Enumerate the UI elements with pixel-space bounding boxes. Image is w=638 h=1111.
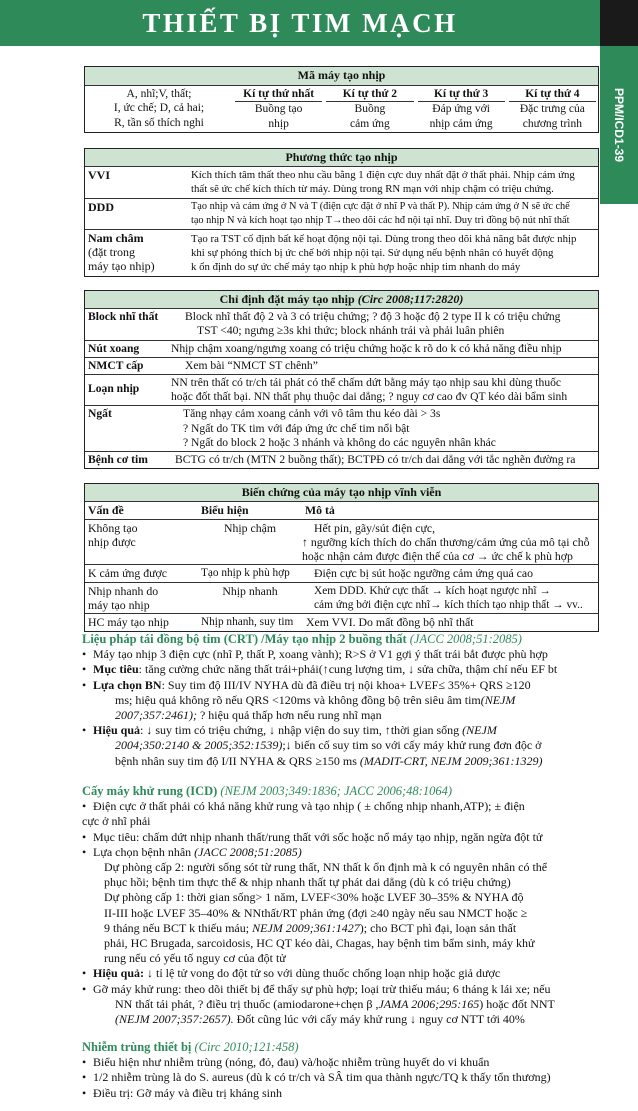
column-text: Buồng tạo xyxy=(254,103,303,115)
bullet-text: Máy tạo nhịp 3 điện cực (nhĩ P, thất P, xoang vành); R>S ở V1 gợi ý thất trái bắt được phù hợp xyxy=(93,647,548,662)
row-text: Nhịp chậm xoang/ngưng xoang có triệu chứng hoặc k rõ do k có khả năng điều nhịp xyxy=(171,341,562,355)
side-tab xyxy=(600,46,638,204)
row-text: Tạo nhịp và cảm ứng ở N và T (điện cực đặt ở nhĩ P và thất P). Nhịp cảm ứng ở N sẽ ức chế xyxy=(191,200,570,212)
row-label: Nút xoang xyxy=(88,341,140,355)
desc-text: Hết pin, gãy/sút điện cực, xyxy=(314,520,436,535)
bullet-text: Mục tiêu: chấm dứt nhịp nhanh thất/rung thất với sốc hoặc nổ máy tạo nhịp, ngăn ngừa đột tử xyxy=(93,829,543,844)
bullet-cite: (MADIT-CRT, NEJM 2009;361:1329) xyxy=(359,753,543,768)
row-text: Block nhĩ thất độ 2 và 3 có triệu chứng; ? độ 3 hoặc độ 2 type II k có triệu chứng xyxy=(185,310,561,324)
bullet-label: Lựa chọn BN xyxy=(93,677,162,692)
column-heading: Kí tự thứ nhất xyxy=(235,87,322,103)
row-label: VVI xyxy=(88,168,111,183)
list-item: • Mục tiêu: tăng cường chức năng thất trái+phải(↑cung lượng tim, ↓ sửa chữa, thậm chí nếu EF bt xyxy=(82,662,558,677)
side-tab-left: PPM/ICD xyxy=(612,87,626,138)
row-label: Block nhĩ thất xyxy=(88,310,159,324)
list-item: • Điều trị: Gỡ máy và điều trị kháng sinh xyxy=(82,1086,598,1101)
row-text: Kích thích tâm thất theo nhu cầu bằng 1 điện cực duy nhất đặt ở thất phải. Nhịp cảm ứng xyxy=(191,169,575,182)
crt-section xyxy=(82,632,598,769)
bullet-text: Điện cực ở thất phải có khả năng khử rung và tạo nhịp ( ± chống nhịp nhanh,ATP); ± điện xyxy=(93,799,525,814)
column-header: Vấn đề xyxy=(88,503,124,518)
bullet-text: : Suy tim độ III/IV NYHA dù đã điều trị nội khoa+ LVEF≤ 35%+ QRS ≥120 xyxy=(161,677,531,692)
list-item: • Hiệu quả: ↓ suy tim có triệu chứng, ↓ nhập viện do suy tim, ↑thời gian sống (NEJM 2004;350:2140 & 2005;352:1539);↓ biến cố suy tim so với cấy máy khử rung đơn độc ở bệnh nhân suy tim độ I/II NYHA & QRS ≥150 ms (MADIT-CRT, NEJM 2009;361:1329) xyxy=(82,723,543,768)
row-text: TST <40; ngưng ≥3s khi thức; block nhánh trái và phải luân phiên xyxy=(197,324,505,338)
icd-title xyxy=(82,784,598,799)
row-text: tạo nhịp N và kích hoạt tạo nhịp T→theo dõi các hđ nội tại nhĩ. Duy trì đồng bộ nút nhĩ thất xyxy=(191,214,570,226)
column-header-row xyxy=(85,502,598,519)
table-row xyxy=(85,199,598,230)
list-item: • Máy tạo nhịp 3 điện cực (nhĩ P, thất P, xoang vành); R>S ở V1 gợi ý thất trái bắt được phù hợp xyxy=(82,647,598,662)
sign-text: Tạo nhịp k phù hợp xyxy=(201,567,290,580)
bullet-cite: 2004;350:2140 & 2005;352:1539) xyxy=(115,738,283,753)
row-text: Tăng nhạy cảm xoang cảnh với vô tâm thu kéo dài > 3s xyxy=(183,407,441,421)
list-item: • Lựa chọn bệnh nhân (JACC 2008;51:2085) xyxy=(82,844,302,859)
bullet-text: ? hiệu quả thấp hơn nếu rung nhĩ mạn xyxy=(196,708,382,723)
list-item: • Mục tiêu: chấm dứt nhịp nhanh thất/rung thất với sốc hoặc nổ máy tạo nhịp, ngăn ngừa đột tử xyxy=(82,830,598,845)
row-label: Ngất xyxy=(88,407,112,421)
row-label-line: Nam châm xyxy=(88,231,144,246)
desc-text: cảm ứng bởi điện cực nhĩ→ kích thích tạo nhịp thất → vv.. xyxy=(314,599,583,612)
bullet-text: ;↓ biến cố suy tim so với cấy máy khử rung đơn độc ở xyxy=(282,738,542,753)
column-text: cảm ứng xyxy=(349,117,390,130)
pacing-modes-table xyxy=(84,148,599,277)
row-text: Tạo ra TST cố định bất kể hoạt động nội tại. Dùng trong theo dõi khả năng bắt được nhịp xyxy=(191,233,577,246)
problem-text: Nhịp nhanh do xyxy=(88,583,159,598)
complications-table xyxy=(84,483,599,632)
table-row xyxy=(85,614,598,630)
bullet-text: Điều trị: Gỡ máy và điều trị kháng sinh xyxy=(93,1085,282,1100)
column-text: nhịp xyxy=(268,117,289,130)
column-heading: Kí tự thứ 4 xyxy=(509,87,596,103)
table-row xyxy=(85,452,598,468)
bullet-cite: (NEJM xyxy=(480,692,516,707)
row-label: Loạn nhịp xyxy=(88,382,140,396)
legend-line: I, ức chế; D, cả hai; xyxy=(113,102,205,114)
icd-section xyxy=(82,784,598,1027)
table-row xyxy=(85,375,598,406)
column-heading: Kí tự thứ 2 xyxy=(326,87,413,103)
bullet-text: 9 tháng nếu BCT k thiếu máu; xyxy=(104,920,253,935)
row-label: NMCT cấp xyxy=(88,358,144,372)
bullet-text: Gỡ máy khử rung: theo dõi thiết bị để thấy sự phù hợp; loại trừ thiếu máu; 6 tháng k lái xe; nếu xyxy=(93,981,551,996)
row-label: Bệnh cơ tim xyxy=(88,453,148,467)
bullet-cite: NEJM 2009;361:1427 xyxy=(252,920,360,935)
problem-text: HC máy tạo nhịp xyxy=(88,615,169,630)
table-row xyxy=(85,358,598,375)
code-legend xyxy=(85,86,233,133)
table-header-text: Chỉ định đặt máy tạo nhịp xyxy=(219,292,355,306)
sign-text: Nhịp nhanh xyxy=(222,583,278,598)
title-banner xyxy=(0,0,600,46)
row-text: khi sự phóng thích bị ức chế bởi nhịp nội tại. Sử dụng nếu bệnh nhân có huyết động xyxy=(191,247,554,260)
row-text: k ổn định do sự ức chế máy tạo nhịp k phù hợp hoặc nhịp tim nhanh do máy xyxy=(191,261,521,274)
table-header xyxy=(85,291,598,309)
code-column xyxy=(416,86,507,133)
bullet-label: Hiệu quả xyxy=(93,723,141,738)
infection-section xyxy=(82,1040,598,1101)
bullet-text: ms; hiệu quả không rõ nếu QRS <120ms và không đồng bộ trên siêu âm tim xyxy=(115,692,481,707)
side-tab-right: 1-39 xyxy=(612,137,626,163)
list-item: • Điện cực ở thất phải có khả năng khử rung và tạo nhịp ( ± chống nhịp nhanh,ATP); ± điện xyxy=(82,799,598,814)
legend-line: A, nhĩ;V, thất; xyxy=(126,87,192,100)
table-row xyxy=(85,583,598,615)
bullet-text: bệnh nhân suy tim độ I/II NYHA & QRS ≥150 ms xyxy=(115,753,357,768)
bullet-cite: (NEJM 2007;357:2657). xyxy=(115,1012,234,1027)
table-row xyxy=(85,565,598,582)
bullet-text: Dự phòng cấp 2: người sống sót từ rung thất, NN thất k ổn định mà k có nguyên nhân có thể xyxy=(104,860,548,875)
table-row xyxy=(85,341,598,358)
table-header-cite: (Circ 2008;117:2820) xyxy=(357,292,464,306)
indications-table xyxy=(84,290,599,469)
problem-text: nhịp được xyxy=(88,534,136,549)
table-header: Phương thức tạo nhịp xyxy=(85,149,598,167)
list-item: • Lựa chọn BN: Suy tim độ III/IV NYHA dù đã điều trị nội khoa+ LVEF≤ 35%+ QRS ≥120 ms; hiệu quả không rõ nếu QRS <120ms và không đồng bộ trên siêu âm tim(NEJM 2007;357:2461); ? hiệu quả thấp hơn nếu rung nhĩ mạn xyxy=(82,677,531,723)
row-label xyxy=(85,230,187,276)
bullet-text: Dự phòng cấp 1: thời gian sống> 1 năm, LVEF<30% hoặc LVEF 30–35% & NYHA độ xyxy=(104,890,524,905)
infection-cite: (Circ 2010;121:458) xyxy=(194,1040,299,1054)
list-item: • 1/2 nhiễm trùng là do S. aureus (dù k có tr/ch và SÂ tim qua thành ngực/TQ k thấy tổn thương) xyxy=(82,1070,598,1085)
row-label-line: (đặt trong xyxy=(88,245,135,260)
table-row xyxy=(85,230,598,276)
bullet-label: Mục tiêu xyxy=(93,662,139,677)
bullet-text: II-III hoặc LVEF 35–40% & NNthất/RT phản ứng (đợi ≥40 ngày nếu sau NMCT hoặc ≥ xyxy=(104,905,528,920)
bullet-text: Biểu hiện như nhiễm trùng (nóng, đỏ, đau) và/hoặc nhiễm trùng huyết do vi khuẩn xyxy=(93,1055,490,1070)
problem-text: K cảm ứng được xyxy=(88,566,167,581)
row-text: hoặc đốt thất bại. NN thất phụ thuộc dai dẳng; ? nguy cơ cao đv QT kéo dài bẩm sinh xyxy=(171,390,568,404)
row-label: DDD xyxy=(88,199,114,214)
bullet-text: rung nếu có yếu tố nguy cơ của đột tử xyxy=(104,951,286,966)
row-label-line: máy tạo nhịp) xyxy=(88,259,155,274)
column-text: Buồng xyxy=(354,103,386,115)
bullet-text: phục hồi; bệnh tim thực thể & nhịp nhanh thất tự phát dai dẳng (dù k có triệu chứng) xyxy=(104,875,511,890)
table-row xyxy=(85,520,598,566)
bullet-text: ); cho BCT phì đại, loạn sản thất xyxy=(359,920,517,935)
icd-cite: (NEJM 2003;349:1836; JACC 2006;48:1064) xyxy=(220,784,452,798)
code-column xyxy=(507,86,598,133)
legend-line: R, tần số thích nghi xyxy=(114,116,204,129)
row-text: ? Ngất do block 2 hoặc 3 nhánh và không do các nguyên nhân khác xyxy=(183,435,496,449)
bullet-label: Hiệu quả: xyxy=(93,966,145,981)
desc-text: Điện cực bị sút hoặc ngưỡng cảm ứng quá cao xyxy=(314,566,534,581)
bullet-cite: (NEJM xyxy=(462,723,497,738)
table-row xyxy=(85,167,598,198)
corner-block xyxy=(600,0,638,46)
list-item: • Hiệu quả: ↓ tỉ lệ tử vong do đột tử so với dùng thuốc chống loạn nhịp hoặc giả dược xyxy=(82,966,501,981)
bullet-text: phải, HC Brugada, sarcoidosis, HC QT kéo dài, Chagas, hay bệnh tim bẩm sinh, máy khử xyxy=(104,936,535,951)
code-column xyxy=(324,86,415,133)
row-text: ? Ngất do TK tim với đáp ứng ức chế tim nổi bật xyxy=(183,421,410,435)
row-text: NN trên thất có tr/ch tái phát có thể chấm dứt bằng máy tạo nhịp sau khi dùng thuốc xyxy=(171,376,562,390)
column-text: nhịp cảm ứng xyxy=(429,117,493,130)
bullet-text: 1/2 nhiễm trùng là do S. aureus (dù k có tr/ch và SÂ tim qua thành ngực/TQ k thấy tổn thương) xyxy=(93,1070,551,1085)
table-row xyxy=(85,406,598,452)
desc-text: Xem VVI. Do mất đồng bộ nhĩ thất xyxy=(306,615,474,630)
crt-title xyxy=(82,632,598,647)
sign-text: Nhịp chậm xyxy=(223,520,277,535)
problem-text: Không tạo xyxy=(88,520,138,535)
icd-title-text: Cấy máy khử rung (ICD) xyxy=(82,784,218,798)
crt-title-text: Liệu pháp tái đồng bộ tim (CRT) /Máy tạo nhịp 2 buồng thất xyxy=(82,632,407,646)
bullet-text: cực ở nhĩ phải xyxy=(82,814,151,829)
table-header: Mã máy tạo nhịp xyxy=(85,67,598,86)
bullet-text: : tăng cường chức năng thất trái+phải(↑cung lượng tim, ↓ sửa chữa, thậm chí nếu EF bt xyxy=(138,662,558,677)
bullet-text: ↓ tỉ lệ tử vong do đột tử so với dùng thuốc chống loạn nhịp hoặc giả dược xyxy=(144,966,501,981)
code-column xyxy=(233,86,324,133)
table-header: Biến chứng của máy tạo nhịp vĩnh viễn xyxy=(85,484,598,502)
table-row xyxy=(85,309,598,340)
page-title: THIẾT BỊ TIM MẠCH xyxy=(142,7,458,38)
bullet-text: : ↓ suy tim có triệu chứng, ↓ nhập viện do suy tim, ↑thời gian sống xyxy=(140,723,460,738)
column-heading: Kí tự thứ 3 xyxy=(418,87,505,103)
problem-text: máy tạo nhịp xyxy=(88,598,150,613)
list-item: • Gỡ máy khử rung: theo dõi thiết bị để thấy sự phù hợp; loại trừ thiếu máu; 6 tháng k lái xe; nếu NN thất tái phát, ? điều trị thuốc (amiodarone+chẹn β ,JAMA 2006;295:165) hoặc đốt NNT (NEJM 2007;357:2657). Đốt cũng lúc với cấy máy khử rung ↓ nguy cơ NTT tới 40% xyxy=(82,982,598,1028)
crt-cite: (JACC 2008;51:2085) xyxy=(409,632,522,646)
column-text: Đáp ứng với xyxy=(432,103,490,115)
bullet-text: Lựa chọn bệnh nhân xyxy=(93,844,195,859)
infection-title xyxy=(82,1040,598,1055)
column-header: Biểu hiện xyxy=(201,503,249,518)
infection-title-text: Nhiễm trùng thiết bị xyxy=(82,1040,192,1054)
bullet-cite: JAMA 2006;295:165 xyxy=(378,996,480,1011)
bullet-cite: 2007;357:2461); xyxy=(115,708,197,723)
pacemaker-code-table xyxy=(84,66,599,133)
sign-text: Nhịp nhanh, suy tim xyxy=(201,616,294,629)
desc-text: Xem DDD. Khử cực thất → kích hoạt ngược nhĩ → xyxy=(314,584,551,597)
bullet-text: ) hoặc đốt NNT xyxy=(479,996,555,1011)
column-text: Đặc trưng của xyxy=(519,103,585,115)
list-item: • Biểu hiện như nhiễm trùng (nóng, đỏ, đau) và/hoặc nhiễm trùng huyết do vi khuẩn xyxy=(82,1055,598,1070)
desc-text: hoặc nhận cảm được điện thế của cơ → ức chế k phù hợp xyxy=(302,549,573,564)
desc-text: ↑ ngưỡng kích thích do chấn thương/cảm ứng của mô tại chỗ xyxy=(302,534,590,549)
bullet-cite: (JACC 2008;51:2085) xyxy=(194,844,302,859)
column-text: chương trình xyxy=(522,117,582,130)
row-text: BCTG có tr/ch (MTN 2 buồng thất); BCTPĐ có tr/ch dai dẳng với tắc nghẽn đường ra xyxy=(175,453,576,467)
row-text: Xem bài “NMCT ST chênh” xyxy=(185,358,318,372)
row-text: thất sẽ ức chế kích thích từ máy. Dùng trong RN mạn với nhịp chậm có triệu chứng. xyxy=(191,183,554,196)
bullet-text: NN thất tái phát, ? điều trị thuốc (amiodarone+chẹn β , xyxy=(115,996,379,1011)
bullet-text: Đốt cũng lúc với cấy máy khử rung ↓ nguy cơ NTT tới 40% xyxy=(233,1012,525,1027)
column-header: Mô tả xyxy=(305,503,335,518)
